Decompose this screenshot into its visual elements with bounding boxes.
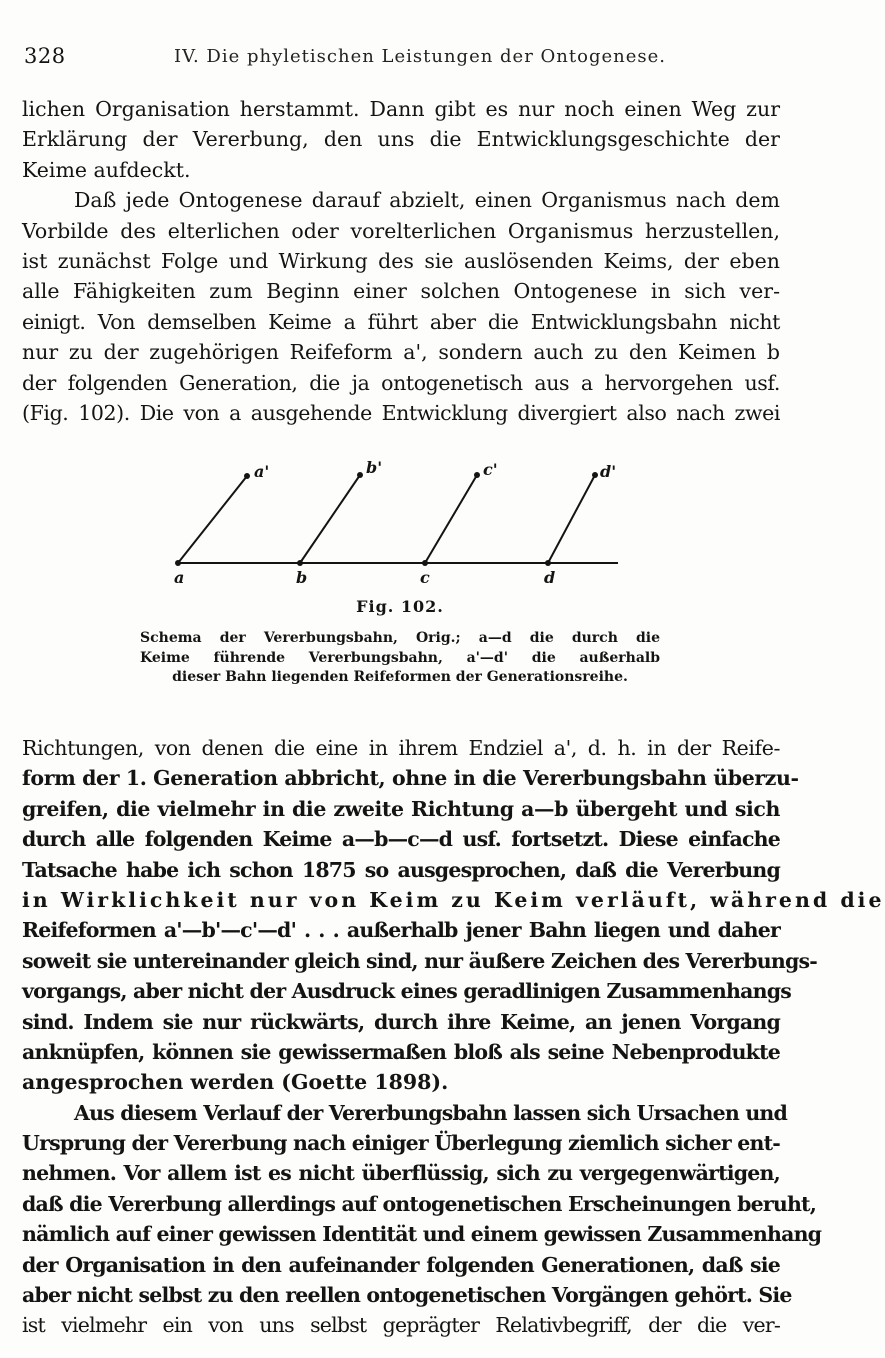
point-d — [545, 560, 551, 566]
branch-b — [300, 475, 360, 563]
label-a-prime: a' — [254, 462, 270, 481]
branch-a — [178, 476, 247, 563]
text-line: ist vielmehr ein von uns selbst geprägter Relativbegriff, der die ver- — [22, 1313, 780, 1338]
point-b-prime — [357, 472, 363, 478]
inheritance-diagram — [120, 455, 680, 595]
text-line: alle Fähigkeiten zum Beginn einer solchen Ontogenese in sich ver- — [22, 279, 780, 304]
paragraph-1 — [22, 94, 780, 428]
point-a-prime — [244, 473, 250, 479]
point-d-prime — [592, 472, 598, 478]
text-line: nämlich auf einer gewissen Identität und einem gewissen Zusammenhang — [22, 1222, 822, 1247]
text-line: Erklärung der Vererbung, den uns die Entwicklungsgeschichte der — [22, 127, 780, 152]
text-line: vorgangs, aber nicht der Ausdruck eines geradlinigen Zusammenhangs — [22, 979, 791, 1004]
text-line: nehmen. Vor allem ist es nicht überflüssig, sich zu vergegenwärtigen, — [22, 1161, 780, 1186]
text-line: Richtungen, von denen die eine in ihrem Endziel a', d. h. in der Reife- — [22, 736, 780, 760]
text-line: Ursprung der Vererbung nach einiger Überlegung ziemlich sicher ent- — [22, 1131, 780, 1156]
label-c-prime: c' — [483, 460, 498, 479]
text-line: Daß jede Ontogenese darauf abzielt, einen Organismus nach dem — [74, 188, 780, 213]
figure-102 — [120, 455, 680, 695]
point-a — [175, 560, 181, 566]
figure-label: Fig. 102. — [356, 597, 444, 616]
branch-c — [425, 475, 477, 563]
label-a: a — [174, 568, 185, 587]
text-line: durch alle folgenden Keime a—b—c—d usf. fortsetzt. Diese einfache — [22, 827, 780, 852]
caption-line: dieser Bahn liegenden Reifeformen der Generationsreihe. — [172, 669, 628, 685]
branch-d — [548, 475, 595, 563]
point-b — [297, 560, 303, 566]
label-d: d — [544, 568, 556, 587]
point-c — [422, 560, 428, 566]
text-line: form der 1. Generation abbricht, ohne in die Vererbungsbahn überzu- — [22, 766, 799, 791]
text-line: Reifeformen a'—b'—c'—d' . . . außerhalb jener Bahn liegen und daher — [22, 918, 780, 943]
text-line: der folgenden Generation, die ja ontogenetisch aus a hervorgehen usf. — [22, 370, 780, 395]
figure-caption — [140, 629, 660, 688]
text-line: angesprochen werden (Goette 1898). — [22, 1070, 449, 1095]
text-line: lichen Organisation herstammt. Dann gibt es nur noch einen Weg zur — [22, 97, 780, 121]
text-line: Keime aufdeckt. — [22, 157, 191, 182]
text-line: Vorbilde des elterlichen oder vorelterlichen Organismus herzustellen, — [22, 218, 780, 243]
caption-line: Keime führende Vererbungsbahn, a'—d' die außerhalb — [140, 649, 660, 666]
text-line: anknüpfen, können sie gewissermaßen bloß als seine Nebenprodukte — [22, 1039, 780, 1064]
point-c-prime — [474, 472, 480, 478]
label-d-prime: d' — [600, 462, 617, 481]
text-line: aber nicht selbst zu den reellen ontogenetischen Vorgängen gehört. Sie — [22, 1283, 792, 1308]
label-b: b — [296, 568, 308, 587]
text-line: in Wirklichkeit nur von Keim zu Keim verläuft, während die — [22, 887, 885, 912]
label-c: c — [420, 568, 430, 587]
text-line: daß die Vererbung allerdings auf ontogenetischen Erscheinungen beruht, — [22, 1191, 817, 1216]
paragraph-2 — [22, 733, 885, 1341]
text-line: soweit sie untereinander gleich sind, nur äußere Zeichen des Vererbungs- — [22, 948, 817, 973]
text-line: einigt. Von demselben Keime a führt aber die Entwicklungsbahn nicht — [22, 309, 780, 334]
caption-line: Schema der Vererbungsbahn, Orig.; a—d die durch die — [140, 630, 660, 646]
text-line: Aus diesem Verlauf der Vererbungsbahn lassen sich Ursachen und — [74, 1100, 788, 1125]
text-line: greifen, die vielmehr in die zweite Richtung a—b übergeht und sich — [22, 796, 780, 821]
text-line: ist zunächst Folge und Wirkung des sie auslösenden Keims, der eben — [22, 248, 780, 273]
text-line: Tatsache habe ich schon 1875 so ausgesprochen, daß die Vererbung — [22, 857, 780, 882]
text-line: (Fig. 102). Die von a ausgehende Entwicklung divergiert also nach zwei — [22, 400, 780, 425]
running-head: IV. Die phyletischen Leistungen der Ontogenese. — [174, 46, 666, 67]
page-header — [24, 44, 780, 74]
page-number: 328 — [24, 44, 66, 68]
text-line: nur zu der zugehörigen Reifeform a', sondern auch zu den Keimen b — [22, 340, 780, 365]
label-b-prime: b' — [366, 458, 383, 477]
text-line: sind. Indem sie nur rückwärts, durch ihre Keime, an jenen Vorgang — [22, 1009, 780, 1034]
text-line: der Organisation in den aufeinander folgenden Generationen, daß sie — [22, 1252, 780, 1277]
